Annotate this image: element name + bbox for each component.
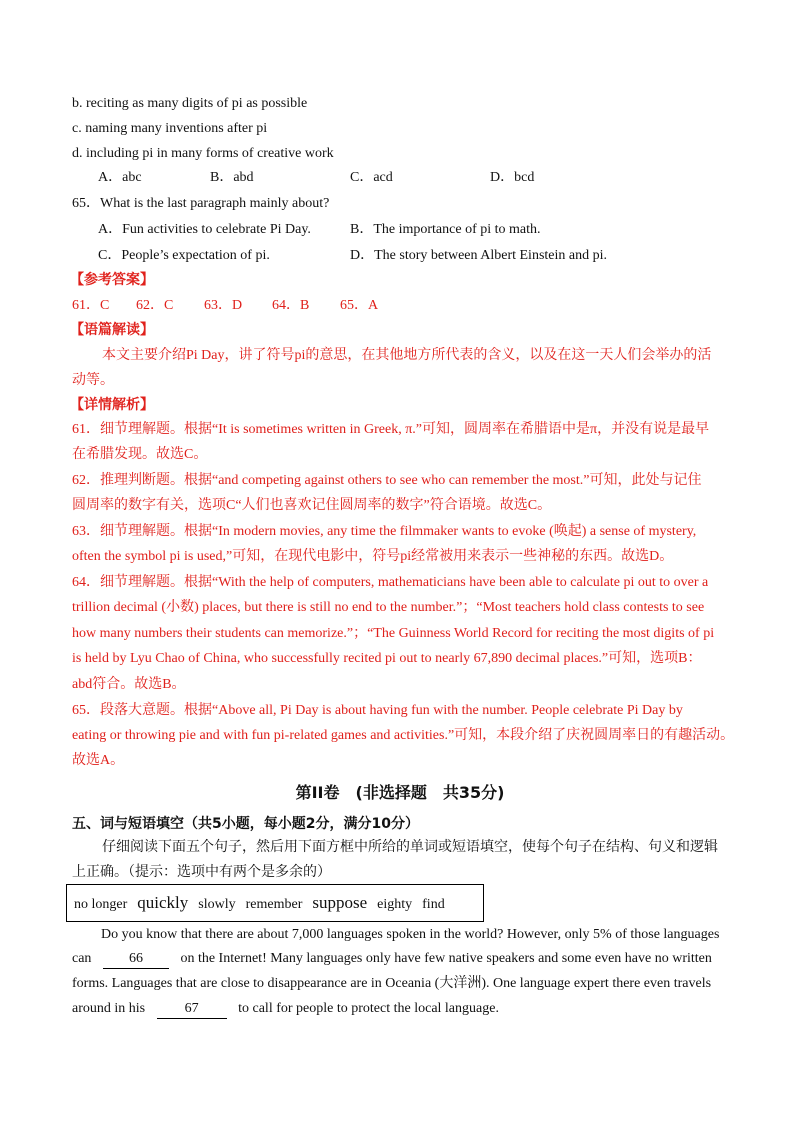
detail-line: 65．段落大意题。根据“Above all, Pi Day is about having fun with the number. People celebrate Pi Day by xyxy=(72,703,683,718)
choice-a: A．abc xyxy=(98,170,142,185)
paragraph-line-1: Do you know that there are about 7,000 languages spoken in the world? However, only 5% of those languages xyxy=(101,927,720,942)
answer-64: 64．B xyxy=(272,298,310,313)
paragraph-text: around in his xyxy=(72,1001,146,1016)
passage-heading: 【语篇解读】 xyxy=(70,323,154,338)
word-option: suppose xyxy=(312,893,368,912)
detail-line: 63．细节理解题。根据“In modern movies, any time the filmmaker wants to evoke (唤起) a sense of mystery, xyxy=(72,524,697,539)
answer-62: 62．C xyxy=(136,298,174,313)
option-b: b. reciting as many digits of pi as possible xyxy=(72,96,308,111)
word-box-list xyxy=(74,893,455,913)
question-65: 65．What is the last paragraph mainly about? xyxy=(72,196,330,211)
q65-option-a: A．Fun activities to celebrate Pi Day. xyxy=(98,222,311,237)
choice-d: D．bcd xyxy=(490,170,535,185)
sub-title: 五、词与短语填空（共5小题，每小题2分，满分10分） xyxy=(72,816,419,832)
detail-line: eating or throwing pie and with fun pi-related games and activities.”可知，本段介绍了庆祝圆周率日的有趣活动。 xyxy=(72,728,735,743)
passage-text-2: 动等。 xyxy=(72,373,114,388)
paragraph-line-2 xyxy=(72,950,712,969)
word-option: eighty xyxy=(377,897,413,912)
detail-heading: 【详情解析】 xyxy=(70,398,154,413)
choice-c: C．acd xyxy=(350,170,393,185)
detail-line: 64．细节理解题。根据“With the help of computers, mathematicians have been able to calculate pi out to over a xyxy=(72,575,709,590)
paragraph-text: on the Internet! Many languages only have few native speakers and some even have no written xyxy=(180,951,712,966)
paragraph-line-3: forms. Languages that are close to disappearance are in Oceania (大洋洲). One language expert there even travels xyxy=(72,976,712,991)
option-c: c. naming many inventions after pi xyxy=(72,121,268,136)
detail-line: how many numbers their students can memorize.”；“The Guinness World Record for reciting the most digits of pi xyxy=(72,626,715,641)
paragraph-text: to call for people to protect the local language. xyxy=(238,1001,499,1016)
answer-63: 63．D xyxy=(204,298,243,313)
passage-text-1: 本文主要介绍Pi Day，讲了符号pi的意思，在其他地方所代表的含义，以及在这一天人们会举办的活 xyxy=(102,348,712,363)
detail-line: often the symbol pi is used,”可知，在现代电影中，符号pi经常被用来表示一些神秘的东西。故选D。 xyxy=(72,549,674,564)
section-title: 第II卷 (非选择题 共35分) xyxy=(295,783,505,802)
q65-option-b: B．The importance of pi to math. xyxy=(350,222,541,237)
detail-line: trillion decimal (小数) places, but there is still no end to the number.”；“Most teachers hold class contests to see xyxy=(72,600,705,615)
word-option: no longer xyxy=(74,897,128,912)
q65-option-d: D．The story between Albert Einstein and pi. xyxy=(350,248,607,263)
choice-b: B．abd xyxy=(210,170,254,185)
answer-list xyxy=(72,297,378,315)
word-box xyxy=(66,884,484,922)
option-d: d. including pi in many forms of creative work xyxy=(72,146,334,161)
answer-heading: 【参考答案】 xyxy=(70,273,154,288)
word-option: find xyxy=(422,897,445,912)
paragraph-text: can xyxy=(72,951,92,966)
word-option: remember xyxy=(245,897,303,912)
blank-66[interactable]: 66 xyxy=(103,950,169,969)
answer-61: 61．C xyxy=(72,298,110,313)
paragraph-line-4 xyxy=(72,1000,499,1019)
blank-67[interactable]: 67 xyxy=(157,1000,227,1019)
instruction-1: 仔细阅读下面五个句子，然后用下面方框中所给的单词或短语填空，使每个句子在结构、句义和逻辑 xyxy=(102,840,718,855)
detail-line: 61．细节理解题。根据“It is sometimes written in Greek, π.”可知，圆周率在希腊语中是π，并没有说是最早 xyxy=(72,422,710,437)
detail-line: abd符合。故选B。 xyxy=(72,677,186,692)
detail-line: 圆周率的数字有关，选项C“人们也喜欢记住圆周率的数字”符合语境。故选C。 xyxy=(72,498,552,513)
word-option: quickly xyxy=(137,893,189,912)
word-option: slowly xyxy=(198,897,236,912)
answer-65: 65．A xyxy=(340,298,379,313)
detail-line: is held by Lyu Chao of China, who successfully recited pi out to nearly 67,890 decimal places.”可知，选项B： xyxy=(72,651,702,666)
instruction-2: 上正确。（提示：选项中有两个是多余的） xyxy=(72,865,331,880)
detail-line: 62．推理判断题。根据“and competing against others to see who can remember the most.”可知，此处与记住 xyxy=(72,473,702,488)
detail-line: 在希腊发现。故选C。 xyxy=(72,447,208,462)
detail-line: 故选A。 xyxy=(72,753,125,768)
q65-option-c: C．People’s expectation of pi. xyxy=(98,248,270,263)
